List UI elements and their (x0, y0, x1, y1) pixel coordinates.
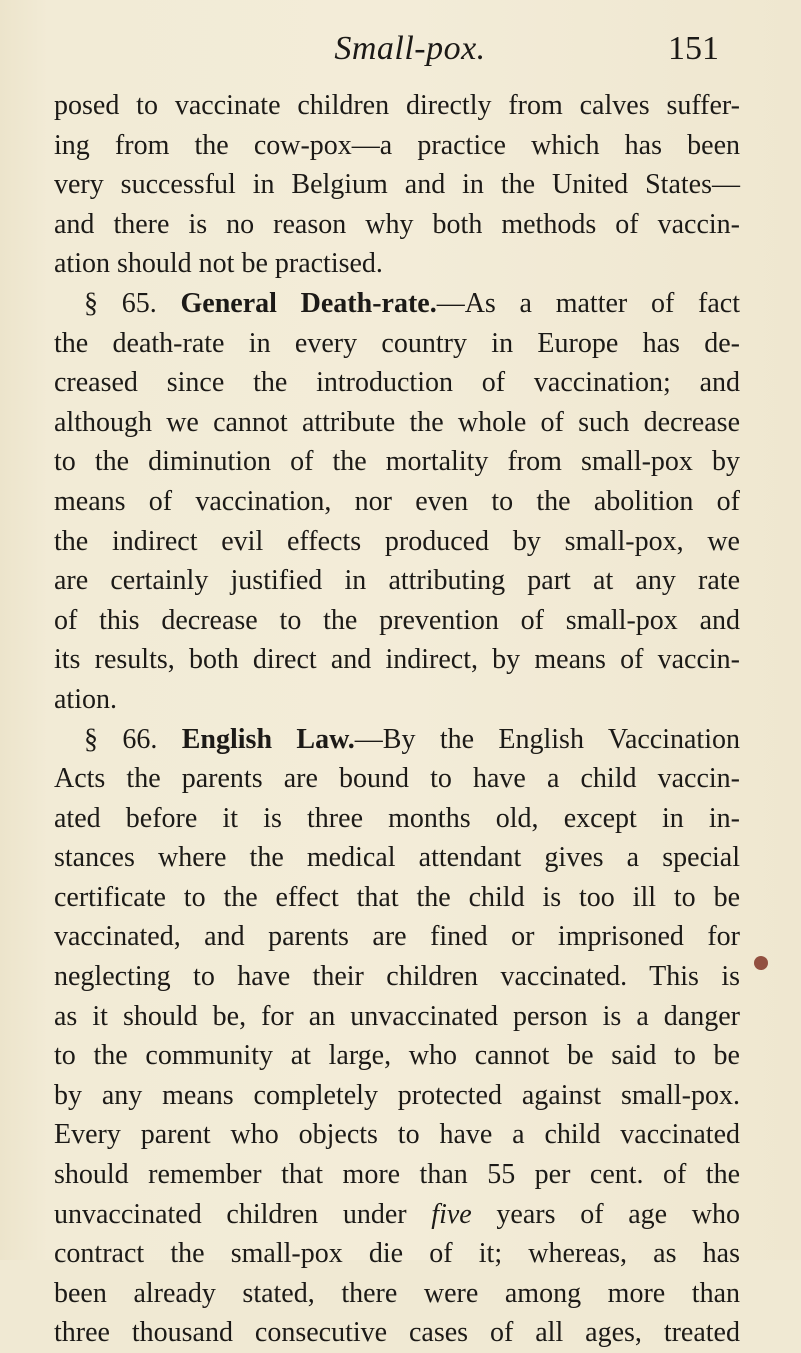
text-line: been already stated, there were among more than (54, 1277, 740, 1309)
text-line: neglecting to have their children vaccinated. This is (54, 961, 740, 993)
text-line-with-italic (54, 1195, 740, 1235)
text-line: to the community at large, who cannot be said to be (54, 1040, 740, 1072)
text-line: as it should be, for an unvaccinated person is a danger (54, 1000, 740, 1032)
text-line: contract the small-pox die of it; whereas, as has (54, 1238, 740, 1270)
text-line: ated before it is three months old, except in in- (54, 802, 740, 834)
text-line: ation should not be practised. (54, 248, 383, 280)
running-head (0, 20, 801, 70)
text-line: and there is no reason why both methods of vaccin- (54, 208, 740, 240)
italic-word: five (431, 1198, 472, 1230)
section-heading: General Death-rate. (180, 287, 437, 319)
text-line: very successful in Belgium and in the United States— (54, 169, 740, 201)
text-run: —As a matter of fact (436, 287, 741, 319)
text-line: the death-rate in every country in Europe has de- (54, 327, 740, 359)
text-line: ation. (54, 683, 117, 715)
body-text (54, 86, 740, 1353)
text-line: Every parent who objects to have a child vaccinated (54, 1119, 740, 1151)
text-run: unvaccinated children under (54, 1198, 432, 1230)
section-number: § 65. (84, 287, 157, 319)
section-65-first-line (54, 284, 740, 324)
text-line: to the diminution of the mortality from small-pox by (54, 446, 740, 478)
running-title: Small-pox. (334, 30, 486, 67)
text-line: three thousand consecutive cases of all ages, treated (54, 1317, 740, 1349)
text-line: of this decrease to the prevention of small-pox and (54, 604, 740, 636)
text-line: posed to vaccinate children directly from calves suffer- (54, 90, 740, 121)
text-run: —By the English Vaccination (354, 723, 740, 755)
text-line: creased since the introduction of vaccination; and (54, 367, 740, 399)
text-line: stances where the medical attendant gives a special (54, 842, 740, 874)
section-heading: English Law. (181, 723, 355, 755)
text-line: vaccinated, and parents are fined or imprisoned for (54, 921, 740, 953)
text-line: by any means completely protected against small-pox. (54, 1079, 740, 1111)
text-line: the indirect evil effects produced by small-pox, we (54, 525, 740, 557)
text-line: certificate to the effect that the child is too ill to be (54, 881, 740, 913)
text-line: although we cannot attribute the whole of such decrease (54, 406, 740, 438)
text-line: ing from the cow-pox—a practice which has been (54, 129, 740, 161)
section-number: § 66. (84, 723, 158, 755)
text-line: its results, both direct and indirect, by means of vaccin- (54, 644, 740, 676)
text-line: should remember that more than 55 per cent. of the (54, 1159, 740, 1191)
ink-spot (754, 956, 768, 970)
page-number: 151 (668, 30, 719, 67)
text-line: means of vaccination, nor even to the abolition of (54, 485, 740, 517)
text-run: years of age who (471, 1198, 740, 1230)
text-line: Acts the parents are bound to have a child vaccin- (54, 763, 740, 795)
text-line: are certainly justified in attributing part at any rate (54, 565, 740, 597)
section-66-first-line (54, 720, 740, 760)
